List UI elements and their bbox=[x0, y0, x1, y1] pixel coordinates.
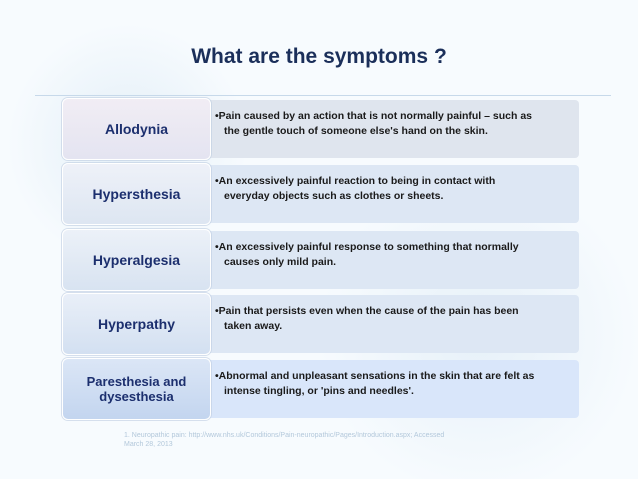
symptom-label-hypersthesia bbox=[62, 163, 211, 225]
description-box-allodynia bbox=[196, 100, 579, 158]
description-line: •An excessively painful reaction to being in contact with bbox=[215, 175, 496, 187]
footnote-line: March 28, 2013 bbox=[124, 441, 173, 448]
symptom-name: Allodynia bbox=[104, 121, 168, 137]
description-line: •Pain caused by an action that is not normally painful – such as bbox=[215, 110, 532, 122]
symptom-name: dysesthesia bbox=[99, 389, 174, 404]
description-box-hyperpathy bbox=[196, 295, 579, 353]
description-box-hyperalgesia bbox=[196, 231, 579, 289]
symptom-label-hyperalgesia bbox=[62, 229, 211, 291]
description-line: •An excessively painful response to something that normally bbox=[215, 241, 519, 253]
description-line: the gentle touch of someone else's hand on the skin. bbox=[224, 124, 488, 137]
description-line: taken away. bbox=[224, 319, 283, 332]
description-box-hypersthesia bbox=[196, 165, 579, 223]
description-line: •Abnormal and unpleasant sensations in the skin that are felt as bbox=[215, 370, 535, 382]
symptom-name: Hypersthesia bbox=[92, 186, 181, 202]
symptom-name: Hyperalgesia bbox=[92, 252, 181, 268]
description-line: intense tingling, or 'pins and needles'. bbox=[224, 384, 414, 397]
symptom-name: Paresthesia and bbox=[86, 374, 187, 389]
slide-title: What are the symptoms ? bbox=[191, 45, 447, 68]
symptom-label-paresthesia bbox=[62, 358, 211, 420]
symptom-label-allodynia bbox=[62, 98, 211, 160]
title-divider bbox=[35, 95, 611, 96]
description-line: causes only mild pain. bbox=[224, 255, 337, 268]
description-line: •Pain that persists even when the cause of the pain has been bbox=[215, 305, 519, 317]
footnote-line: 1. Neuropathic pain: http://www.nhs.uk/Conditions/Pain-neuropathic/Pages/Introduction.aspx; Accessed bbox=[124, 432, 445, 439]
description-line: everyday objects such as clothes or sheets. bbox=[224, 189, 444, 202]
description-box-paresthesia bbox=[196, 360, 579, 418]
symptom-name: Hyperpathy bbox=[97, 316, 176, 332]
footnote bbox=[124, 431, 484, 449]
symptom-label-hyperpathy bbox=[62, 293, 211, 355]
